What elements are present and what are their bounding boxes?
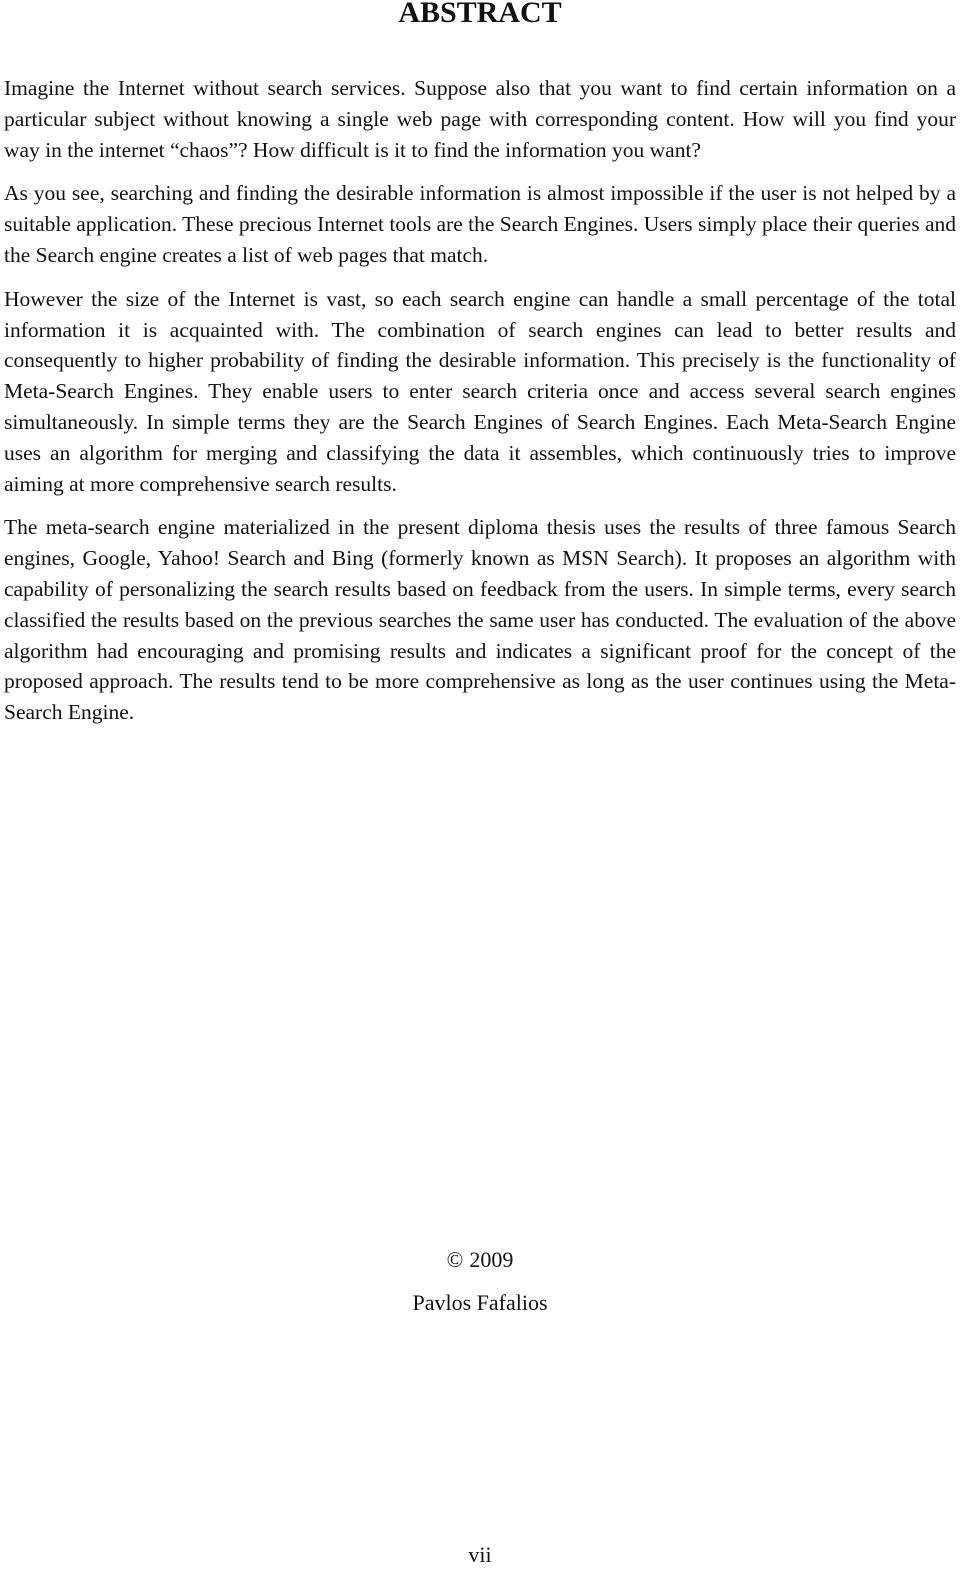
page-number: vii (468, 1542, 492, 1567)
copyright-line (0, 1243, 960, 1277)
abstract-paragraph-1: Imagine the Internet without search services. Suppose also that you want to find certain information on a particular subject without knowing a single web page with corresponding content. How will you find your way in the internet “chaos”? How difficult is it to find the information you want? (4, 76, 956, 162)
copyright-symbol: © (446, 1247, 464, 1272)
copyright-year: 2009 (469, 1247, 514, 1272)
abstract-paragraph-2: As you see, searching and finding the desirable information is almost impossible if the user is not helped by a suitable application. These precious Internet tools are the Search Engines. Users simply place their queries and the Search engine creates a list of web pages that match. (4, 181, 956, 267)
author-name: Pavlos Fafalios (412, 1290, 548, 1315)
abstract-paragraph-4: The meta-search engine materialized in the present diploma thesis uses the results of three famous Search engines, Google, Yahoo! Search and Bing (formerly known as MSN Search). It proposes an algorithm with capability of personalizing the search results based on feedback from the users. In simple terms, every search classified the results based on the previous searches the same user has conducted. The evaluation of the above algorithm had encouraging and promising results and indicates a significant proof for the concept of the proposed approach. The results tend to be more comprehensive as long as the user continues using the Meta-Search Engine. (4, 515, 956, 725)
abstract-body (4, 73, 956, 741)
abstract-title: ABSTRACT (398, 0, 562, 29)
abstract-paragraph-3: However the size of the Internet is vast, so each search engine can handle a small percentage of the total information it is acquainted with. The combination of search engines can lead to better results and consequently to higher probability of finding the desirable information. This precisely is the functionality of Meta-Search Engines. They enable users to enter search criteria once and access several search engines simultaneously. In simple terms they are the Search Engines of Search Engines. Each Meta-Search Engine uses an algorithm for merging and classifying the data it assembles, which continuously tries to improve aiming at more comprehensive search results. (4, 286, 956, 496)
copyright-block (0, 1243, 960, 1320)
